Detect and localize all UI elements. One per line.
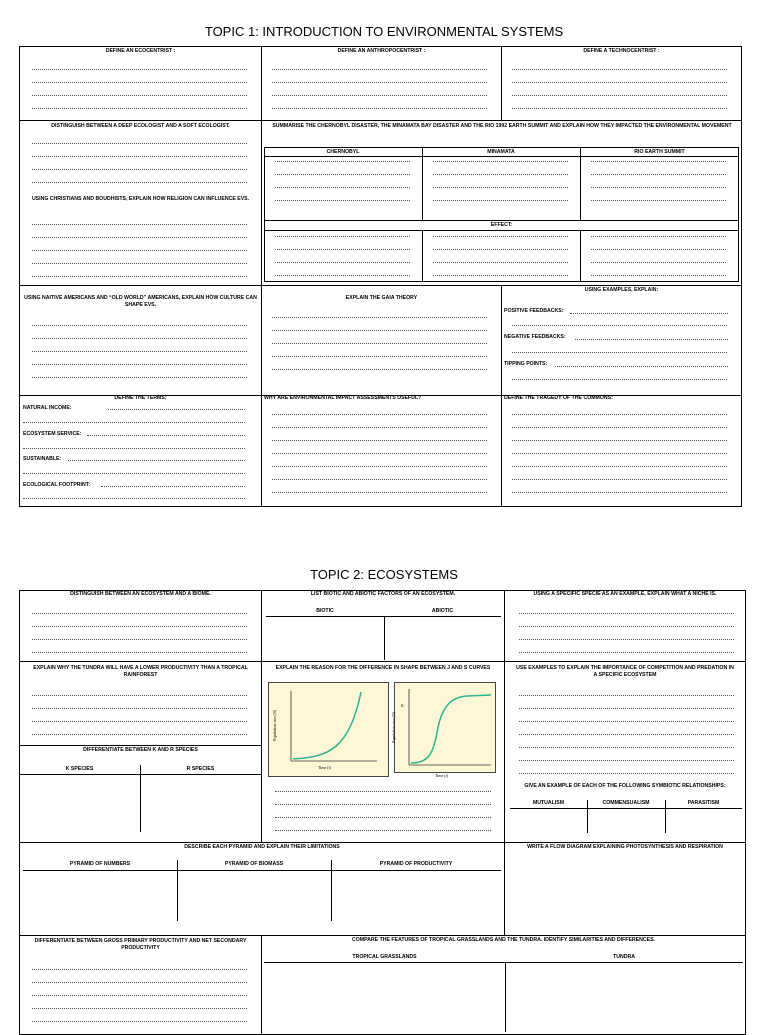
writing-line: [433, 174, 568, 175]
writing-line: [32, 626, 247, 627]
writing-line: [512, 466, 727, 467]
ecosystem-biome-label: DISTINGUISH BETWEEN AN ECOSYSTEM AND A BIOME.: [70, 591, 211, 597]
tipping-points-label: TIPPING POINTS:: [504, 361, 548, 367]
writing-line: [32, 182, 247, 183]
writing-line: [275, 830, 491, 831]
topic1-title: TOPIC 1: INTRODUCTION TO ENVIRONMENTAL SYSTEMS: [204, 24, 564, 39]
writing-line: [272, 95, 487, 96]
writing-line: [32, 156, 247, 157]
writing-line: [591, 249, 726, 250]
writing-line: [591, 187, 726, 188]
grasslands-label: TROPICAL GRASSLANDS: [352, 954, 417, 960]
s-x-label: Time (t): [435, 773, 449, 778]
flow-diagram-box[interactable]: [504, 842, 746, 936]
gaia-box[interactable]: [261, 285, 502, 396]
writing-line: [272, 427, 487, 428]
biotic-label: BIOTIC: [316, 608, 334, 614]
writing-line: [519, 652, 734, 653]
technocentrist-box[interactable]: [501, 46, 742, 121]
events-divider-2: [580, 147, 581, 220]
writing-line: [32, 250, 247, 251]
writing-line: [275, 275, 410, 276]
deep-soft-label: DISTINGUISH BETWEEN A DEEP ECOLOGIST AND A SOFT ECOLOGIST.: [51, 123, 230, 129]
writing-line: [272, 414, 487, 415]
writing-line: [32, 69, 247, 70]
define-terms-label: DEFINE THE TERMS;: [114, 395, 167, 401]
writing-line: [275, 174, 410, 175]
writing-line: [519, 747, 734, 748]
deep-soft-box[interactable]: [19, 120, 262, 286]
writing-line: [275, 161, 410, 162]
j-curve-svg: [269, 683, 388, 776]
s-k-label: K: [401, 703, 404, 708]
mutualism-label: MUTUALISM: [532, 800, 565, 806]
symbiotic-divider-1: [587, 800, 588, 833]
writing-line: [519, 721, 734, 722]
writing-line: [275, 262, 410, 263]
writing-line: [433, 161, 568, 162]
k-r-divider: [140, 765, 141, 832]
writing-line: [32, 1021, 247, 1022]
writing-line: [275, 791, 491, 792]
writing-line: [23, 422, 245, 423]
writing-line: [433, 275, 568, 276]
writing-line: [519, 734, 734, 735]
writing-line: [272, 69, 487, 70]
abiotic-label: ABIOTIC: [431, 608, 454, 614]
pyramid-header-line: [23, 870, 501, 871]
j-y-label: Population size (N): [272, 709, 278, 742]
writing-line: [32, 364, 247, 365]
writing-line: [32, 613, 247, 614]
writing-line: [272, 453, 487, 454]
symbiotic-divider-2: [665, 800, 666, 833]
sustainable-label: SUSTAINABLE:: [23, 456, 62, 462]
writing-line: [32, 237, 247, 238]
religion-label: USING CHRISTIANS AND BOUDHISTS, EXPLAIN HOW RELIGION CAN INFLUENCE EVS.: [31, 196, 250, 202]
writing-line: [32, 377, 247, 378]
writing-line: [275, 187, 410, 188]
writing-line: [591, 275, 726, 276]
writing-line: [519, 708, 734, 709]
writing-line: [32, 108, 247, 109]
writing-line: [591, 262, 726, 263]
writing-line: [512, 379, 727, 380]
effect-divider-2: [580, 230, 581, 282]
s-curve-svg: [395, 683, 495, 772]
compare-divider: [505, 962, 506, 1032]
summarise-label: SUMMARISE THE CHERNOBYL DISASTER, THE MINAMATA BAY DISASTER AND THE RIO 1992 EARTH SUMMIT AND EXPLAIN HOW THEY IMPACTED THE ENVIRONMENTAL MOVEMENT: [272, 123, 732, 129]
writing-line: [555, 366, 728, 367]
events-divider-1: [422, 147, 423, 220]
effect-label: EFFECT:: [490, 222, 513, 228]
writing-line: [32, 695, 247, 696]
j-curve-graph: [268, 682, 389, 777]
writing-line: [275, 249, 410, 250]
tundra-productivity-label: EXPLAIN WHY THE TUNDRA WILL HAVE A LOWER PRODUCTIVITY THAN A TROPICAL RAINFOREST: [33, 665, 248, 678]
writing-line: [32, 652, 247, 653]
writing-line: [512, 69, 727, 70]
writing-line: [591, 174, 726, 175]
writing-line: [275, 236, 410, 237]
gaia-label: EXPLAIN THE GAIA THEORY: [345, 295, 418, 301]
writing-line: [519, 626, 734, 627]
eia-box[interactable]: [261, 395, 502, 507]
competition-label: USE EXAMPLES TO EXPLAIN THE IMPORTANCE OF COMPETITION AND PREDATION IN A SPECIFIC ECOSYSTEM: [516, 665, 734, 678]
biotic-abiotic-label: LIST BIOTIC AND ABIOTIC FACTORS OF AN ECOSYSTEM.: [310, 591, 456, 597]
commensualism-label: COMMENSUALISM: [602, 800, 650, 806]
writing-line: [23, 498, 245, 499]
writing-line: [519, 760, 734, 761]
pyramid-divider-2: [331, 860, 332, 921]
writing-line: [272, 82, 487, 83]
writing-line: [32, 169, 247, 170]
writing-line: [32, 721, 247, 722]
writing-line: [275, 804, 491, 805]
positive-feedback-label: POSITIVE FEEDBACKS:: [504, 308, 564, 314]
j-x-label: Time (t): [318, 765, 332, 770]
writing-line: [512, 95, 727, 96]
k-species-label: K SPECIES: [65, 766, 94, 772]
writing-line: [101, 486, 245, 487]
writing-line: [512, 108, 727, 109]
pyramid-numbers-label: PYRAMID OF NUMBERS: [69, 861, 131, 867]
writing-line: [32, 276, 247, 277]
writing-line: [591, 236, 726, 237]
writing-line: [32, 338, 247, 339]
writing-line: [32, 143, 247, 144]
writing-line: [87, 435, 245, 436]
writing-line: [32, 263, 247, 264]
j-curve-line: [293, 692, 361, 759]
tragedy-box[interactable]: [501, 395, 742, 507]
writing-line: [32, 995, 247, 996]
writing-line: [23, 448, 245, 449]
writing-line: [272, 466, 487, 467]
writing-line: [512, 325, 727, 326]
symbiotic-header-line: [510, 808, 742, 809]
flow-diagram-label: WRITE A FLOW DIAGRAM EXPLAINING PHOTOSYNTHESIS AND RESPIRATION: [527, 844, 723, 850]
effect-top-line: [264, 220, 739, 221]
writing-line: [275, 817, 491, 818]
minamata-label: MINAMATA: [487, 149, 515, 155]
writing-line: [32, 1008, 247, 1009]
eia-label: WHY ARE ENVIRONMENTAL IMPACT ASSESSMENTS USEFUL?: [264, 395, 422, 401]
gpp-nsp-label: DIFFERENTIATE BETWEEN GROSS PRIMARY PRODUCTIVITY AND NET SECONDARY PRODUCTIVITY: [34, 938, 247, 951]
events-header-line: [264, 156, 739, 157]
writing-line: [32, 351, 247, 352]
parasitism-label: PARASITISM: [687, 800, 720, 806]
writing-line: [32, 95, 247, 96]
s-y-label: Population size (N): [391, 711, 397, 744]
writing-line: [512, 427, 727, 428]
writing-line: [23, 473, 245, 474]
writing-line: [272, 479, 487, 480]
technocentrist-label: DEFINE A TECHNOCENTRIST :: [583, 48, 660, 54]
writing-line: [512, 492, 727, 493]
tragedy-label: DEFINE THE TRAGEDY OF THE COMMONS:: [504, 395, 613, 401]
writing-line: [32, 224, 247, 225]
writing-line: [519, 639, 734, 640]
pyramid-box[interactable]: [19, 842, 505, 936]
k-r-top-line: [19, 745, 262, 746]
pyramid-divider-1: [177, 860, 178, 921]
writing-line: [272, 343, 487, 344]
writing-line: [68, 460, 245, 461]
writing-line: [512, 352, 727, 353]
writing-line: [32, 82, 247, 83]
writing-line: [272, 492, 487, 493]
compare-box[interactable]: [261, 935, 746, 1035]
pyramid-label: DESCRIBE EACH PYRAMID AND EXPLAIN THEIR LIMITATIONS: [184, 844, 340, 850]
writing-line: [433, 262, 568, 263]
writing-line: [275, 200, 410, 201]
writing-line: [272, 440, 487, 441]
using-examples-label: USING EXAMPLES, EXPLAIN:: [584, 287, 659, 293]
biotic-abiotic-box[interactable]: [261, 590, 505, 662]
writing-line: [32, 708, 247, 709]
ecocentrist-label: DEFINE AN ECOCENTRIST :: [105, 48, 176, 54]
ecosystem-service-label: ECOSYSTEM SERVICE:: [23, 431, 82, 437]
negative-feedback-label: NEGATIVE FEEDBACKS:: [504, 334, 566, 340]
pyramid-biomass-label: PYRAMID OF BIOMASS: [224, 861, 284, 867]
writing-line: [433, 187, 568, 188]
compare-label: COMPARE THE FEATURES OF TROPICAL GRASSLANDS AND THE TUNDRA. IDENTIFY SIMILARITIES AND DIFFERENCES.: [352, 937, 655, 943]
writing-line: [512, 82, 727, 83]
effect-divider-1: [422, 230, 423, 282]
r-species-label: R SPECIES: [186, 766, 215, 772]
writing-line: [272, 317, 487, 318]
biotic-abiotic-divider: [384, 616, 385, 660]
competition-box[interactable]: [504, 661, 746, 843]
ecological-footprint-label: ECOLOGICAL FOOTPRINT:: [23, 482, 91, 488]
writing-line: [108, 409, 245, 410]
j-s-label: EXPLAIN THE REASON FOR THE DIFFERENCE IN SHAPE BETWEEN J AND S CURVES: [275, 665, 491, 671]
writing-line: [272, 356, 487, 357]
writing-line: [272, 330, 487, 331]
writing-line: [433, 236, 568, 237]
natural-income-label: NATURAL INCOME:: [23, 405, 72, 411]
writing-line: [272, 369, 487, 370]
compare-header-line: [264, 962, 743, 963]
tundra-label: TUNDRA: [613, 954, 635, 960]
chernobyl-label: CHERNOBYL: [326, 149, 360, 155]
writing-line: [512, 453, 727, 454]
k-r-label: DIFFERENTIATE BETWEEN K AND R SPECIES: [83, 747, 198, 753]
writing-line: [519, 613, 734, 614]
writing-line: [433, 249, 568, 250]
define-terms-box[interactable]: [19, 395, 262, 507]
s-curve-graph: [391, 682, 496, 778]
writing-line: [591, 200, 726, 201]
writing-line: [591, 161, 726, 162]
writing-line: [32, 969, 247, 970]
writing-line: [512, 414, 727, 415]
anthropocentrist-box[interactable]: [261, 46, 502, 121]
pyramid-productivity-label: PYRAMID OF PRODUCTIVITY: [379, 861, 453, 867]
rio-label: RIO EARTH SUMMIT: [634, 149, 685, 155]
writing-line: [32, 982, 247, 983]
symbiotic-label: GIVE AN EXAMPLE OF EACH OF THE FOLLOWING SYMBIOTIC RELATIONSHIPS:: [524, 783, 726, 789]
topic2-title: TOPIC 2: ECOSYSTEMS: [310, 567, 458, 582]
writing-line: [32, 325, 247, 326]
anthropocentrist-label: DEFINE AN ANTHROPOCENTRIST :: [337, 48, 426, 54]
culture-label: USING NAITIVE AMERICANS AND “OLD WORLD” AMERICANS, EXPLAIN HOW CULTURE CAN SHAPE EVS.: [24, 295, 257, 308]
ecocentrist-box[interactable]: [19, 46, 262, 121]
writing-line: [433, 200, 568, 201]
niche-label: USING A SPECIFIC SPECIE AS AN EXAMPLE, EXPLAIN WHAT A NICHE IS.: [533, 591, 717, 597]
writing-line: [272, 108, 487, 109]
writing-line: [575, 339, 728, 340]
writing-line: [32, 734, 247, 735]
writing-line: [512, 440, 727, 441]
writing-line: [519, 773, 734, 774]
writing-line: [32, 639, 247, 640]
writing-line: [512, 479, 727, 480]
s-curve-line: [411, 695, 491, 763]
writing-line: [519, 695, 734, 696]
writing-line: [570, 313, 728, 314]
effect-bottom-line: [264, 230, 739, 231]
